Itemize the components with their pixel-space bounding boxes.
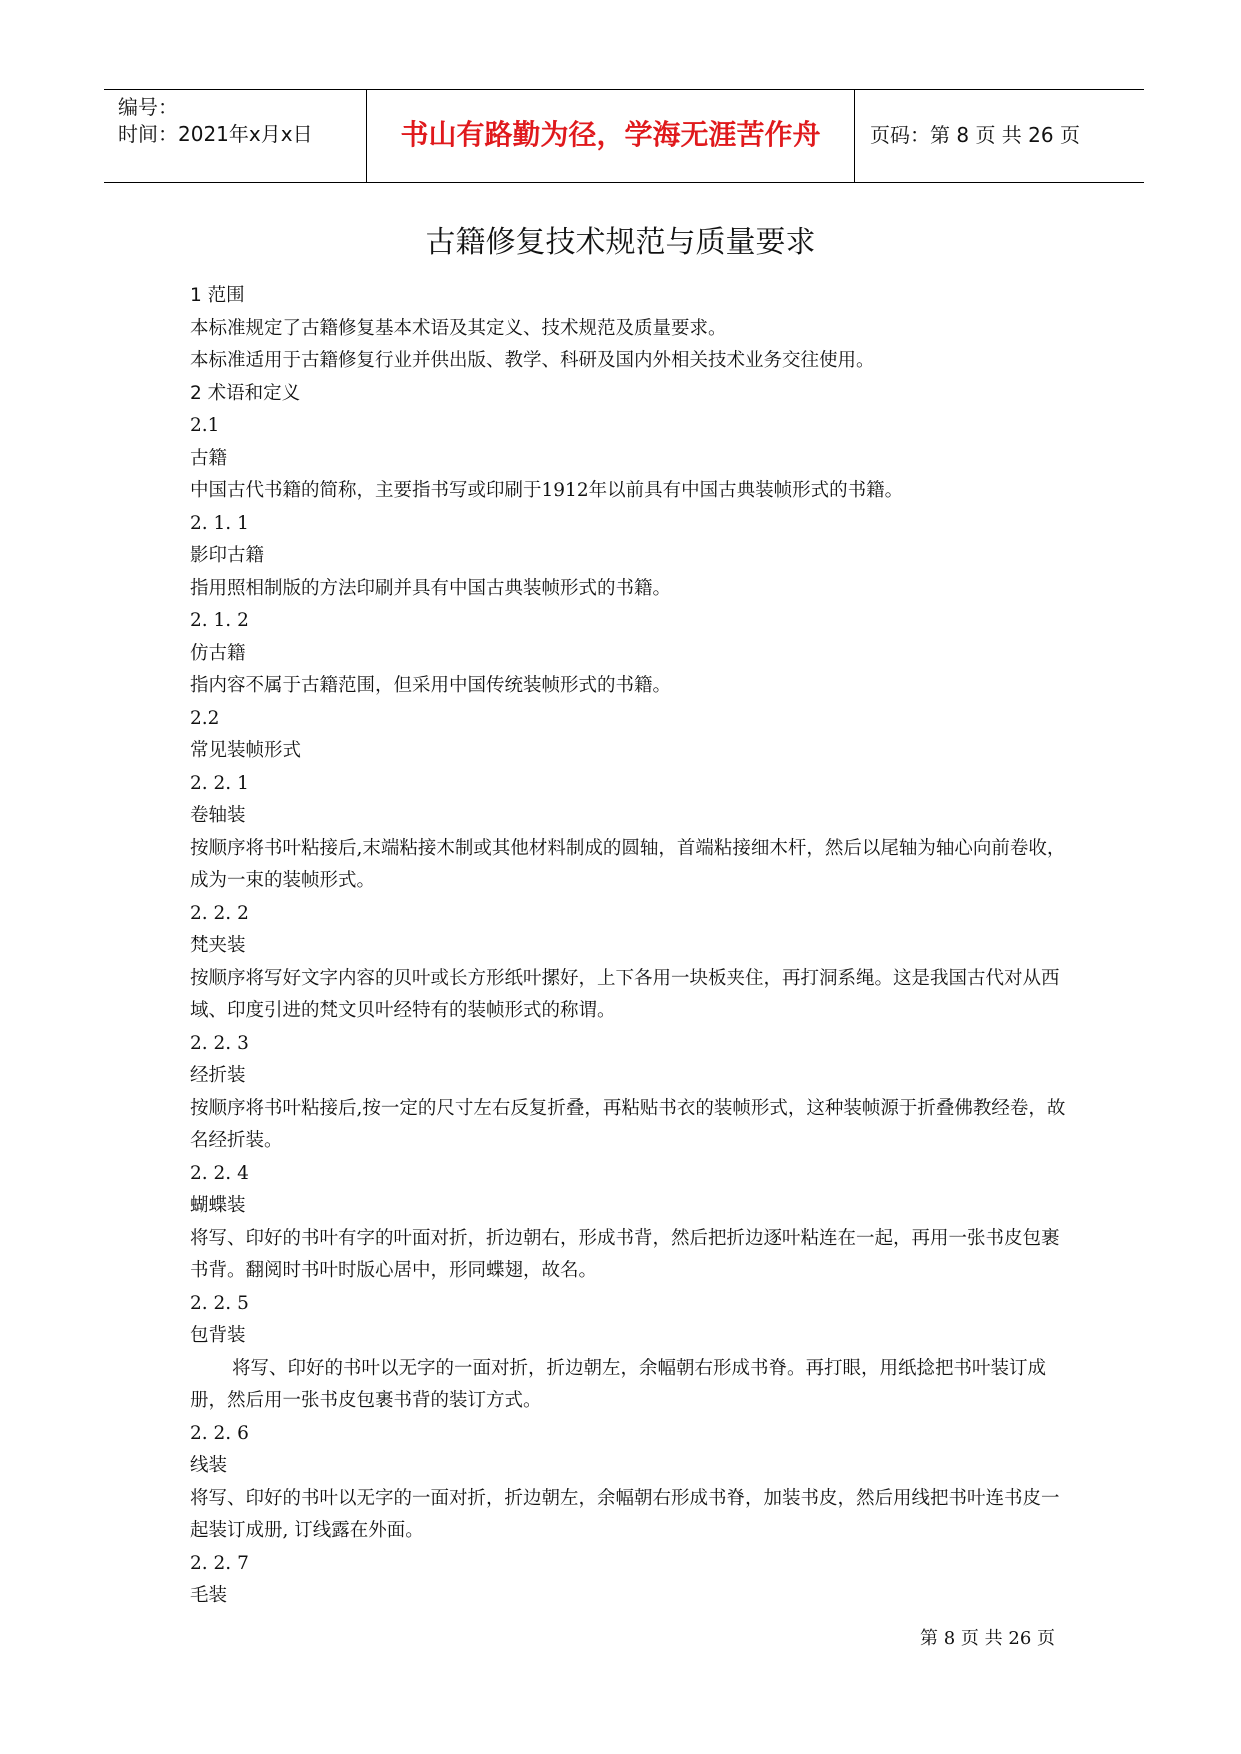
clause-number: 2.1	[190, 415, 220, 436]
section-heading: 2 术语和定义	[190, 382, 301, 404]
document-date: 时间：2021年x月x日	[118, 122, 313, 146]
document-title: 古籍修复技术规范与质量要求	[425, 225, 816, 260]
term-definition: 指用照相制版的方法印刷并具有中国古典装帧形式的书籍。	[190, 577, 672, 599]
clause-number: 2. 2. 1	[190, 772, 249, 794]
page-footer: 第 8 页 共 26 页	[920, 1628, 1055, 1649]
paragraph: 本标准适用于古籍修复行业并供出版、教学、科研及国内外相关技术业务交往使用。	[190, 350, 875, 371]
paragraph: 本标准规定了古籍修复基本术语及其定义、技术规范及质量要求。	[190, 317, 727, 339]
term-heading: 仿古籍	[190, 642, 246, 664]
term-heading: 毛装	[190, 1585, 228, 1606]
term-heading: 古籍	[190, 447, 228, 469]
clause-number: 2. 2. 5	[190, 1292, 249, 1314]
clause-number: 2. 2. 7	[190, 1552, 249, 1574]
clause-number: 2. 1. 1	[190, 512, 249, 534]
term-definition: 中国古代书籍的简称，主要指书写或印刷于1912年以前具有中国古典装帧形式的书籍。	[190, 480, 904, 501]
term-heading: 常见装帧形式	[190, 740, 302, 761]
term-definition: 指内容不属于古籍范围，但采用中国传统装帧形式的书籍。	[190, 675, 672, 696]
clause-number: 2. 1. 2	[190, 610, 249, 631]
page-header	[104, 89, 1144, 183]
term-heading: 包背装	[190, 1325, 246, 1346]
clause-number: 2. 2. 3	[190, 1032, 249, 1054]
header-page-cell	[856, 90, 1144, 182]
clause-number: 2.2	[190, 707, 220, 729]
term-heading: 经折装	[190, 1065, 246, 1086]
document-body	[190, 280, 1070, 1613]
clause-number: 2. 2. 4	[190, 1162, 249, 1184]
term-heading: 影印古籍	[190, 545, 265, 566]
header-page-code: 页码：第 8 页 共 26 页	[870, 123, 1080, 147]
section-heading: 1 范围	[190, 285, 245, 306]
term-definition: 按顺序将书叶粘接后,末端粘接木制或其他材料制成的圆轴，首端粘接细木杆，然后以尾轴为轴心向前卷收，成为一束的装帧形式。	[190, 837, 1066, 891]
document-number-label: 编号：	[118, 95, 178, 119]
header-motto: 书山有路勤为径，学海无涯苦作舟	[400, 118, 821, 151]
term-heading: 卷轴装	[190, 805, 246, 826]
clause-number: 2. 2. 6	[190, 1422, 249, 1444]
header-meta-cell	[104, 90, 367, 182]
term-definition: 将写、印好的书叶以无字的一面对折，折边朝左，余幅朝右形成书脊，加装书皮，然后用线把书叶连书皮一起装订成册, 订线露在外面。	[190, 1487, 1060, 1541]
term-heading: 蝴蝶装	[190, 1195, 246, 1216]
term-definition: 按顺序将书叶粘接后,按一定的尺寸左右反复折叠，再粘贴书衣的装帧形式，这种装帧源于折叠佛教经卷，故名经折装。	[190, 1097, 1066, 1151]
clause-number: 2. 2. 2	[190, 902, 249, 924]
term-heading: 梵夹装	[190, 935, 246, 956]
header-motto-cell	[367, 90, 855, 182]
term-definition: 将写、印好的书叶有字的叶面对折，折边朝右，形成书背，然后把折边逐叶粘连在一起，再用一张书皮包裹书背。翻阅时书叶时版心居中，形同蝶翅，故名。	[190, 1227, 1060, 1281]
term-definition: 按顺序将写好文字内容的贝叶或长方形纸叶摞好，上下各用一块板夹住，再打洞系绳。这是我国古代对从西域、印度引进的梵文贝叶经特有的装帧形式的称谓。	[190, 967, 1060, 1021]
term-heading: 线装	[190, 1455, 228, 1476]
term-definition: 将写、印好的书叶以无字的一面对折，折边朝左，余幅朝右形成书脊。再打眼，用纸捻把书叶装订成册，然后用一张书皮包裹书背的装订方式。	[190, 1357, 1047, 1411]
